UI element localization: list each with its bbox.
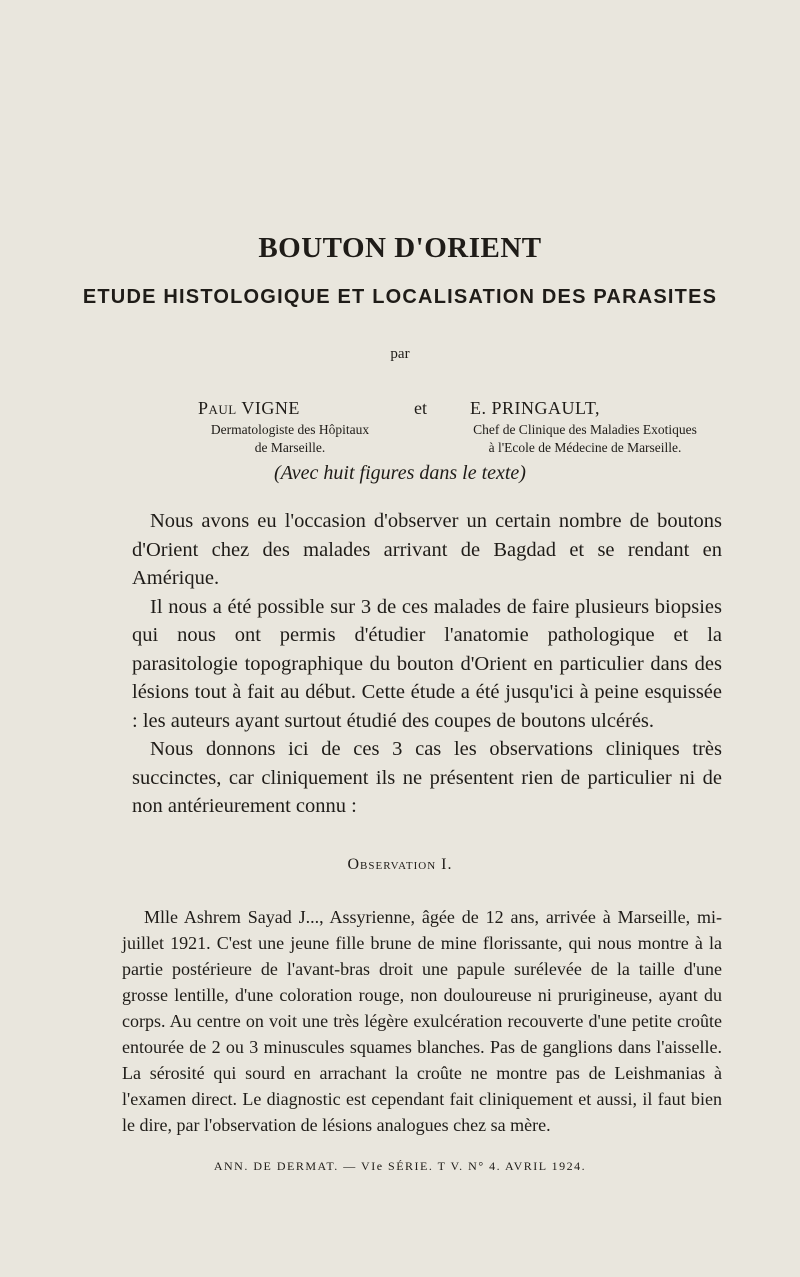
observation-section (122, 904, 722, 1138)
author-vigne-last: VIGNE (241, 398, 300, 418)
intro-paragraph: Nous donnons ici de ces 3 cas les observations cliniques très succinctes, car cliniquement ils ne présentent rien de particulier ni de non antérieurement connu : (132, 738, 722, 817)
article-subtitle: ETUDE HISTOLOGIQUE ET LOCALISATION DES PARASITES (82, 286, 718, 308)
author-conjunction: et (414, 398, 427, 418)
author-vigne-first: Paul (198, 398, 237, 418)
affiliation-vigne-line2: de Marseille. (254, 440, 326, 455)
affiliation-pringault-line1: Chef de Clinique des Maladies Exotiques (473, 422, 697, 437)
author-vigne (198, 398, 398, 419)
intro-paragraph: Nous avons eu l'occasion d'observer un certain nombre de boutons d'Orient chez des malades arrivant de Bagdad et se rendant en Amérique. (132, 510, 722, 589)
author-pringault: E. PRINGAULT, (470, 398, 601, 418)
article-title: BOUTON D'ORIENT (258, 232, 542, 264)
observation-paragraph: Mlle Ashrem Sayad J..., Assyrienne, âgée de 12 ans, arrivée à Marseille, mi-juillet 1921. C'est une jeune fille brune de mine florissante, qui nous montre à la partie postérieure de l'avant-bras droit une papule surélevée de la taille d'une grosse lentille, d'une coloration rouge, non douloureuse ni prurigineuse, ayant du corps. Au centre on voit une très légère exulcération recouverte d'une petite croûte entourée de 2 ou 3 minuscules squames blanches. Pas de ganglions dans l'aisselle. La sérosité qui sourd en arrachant la croûte ne montre pas de Leishmanias à l'examen direct. Le diagnostic est cependant fait cliniquement et aussi, il faut bien le dire, par l'observation de lésions analogues chez sa mère. (122, 907, 722, 1135)
intro-section (132, 507, 722, 821)
affiliation-vigne (160, 421, 420, 457)
affiliation-pringault-line2: à l'Ecole de Médecine de Marseille. (488, 440, 682, 455)
observation-heading: Observation I. (347, 856, 453, 873)
figures-note: (Avec huit figures dans le texte) (274, 462, 526, 484)
journal-footer: ANN. DE DERMAT. — VIe SÉRIE. T V. N° 4. AVRIL 1924. (213, 1159, 587, 1173)
affiliation-vigne-line1: Dermatologiste des Hôpitaux (210, 422, 370, 437)
byline-par: par (390, 346, 410, 362)
affiliation-pringault (440, 421, 730, 457)
intro-paragraph: Il nous a été possible sur 3 de ces malades de faire plusieurs biopsies qui nous ont permis d'étudier l'anatomie pathologique et la parasitologie topographique du bouton d'Orient en particulier dans des lésions tout à fait au début. Cette étude a été jusqu'ici à peine esquissée : les auteurs ayant surtout étudié des coupes de boutons ulcérés. (132, 595, 722, 732)
